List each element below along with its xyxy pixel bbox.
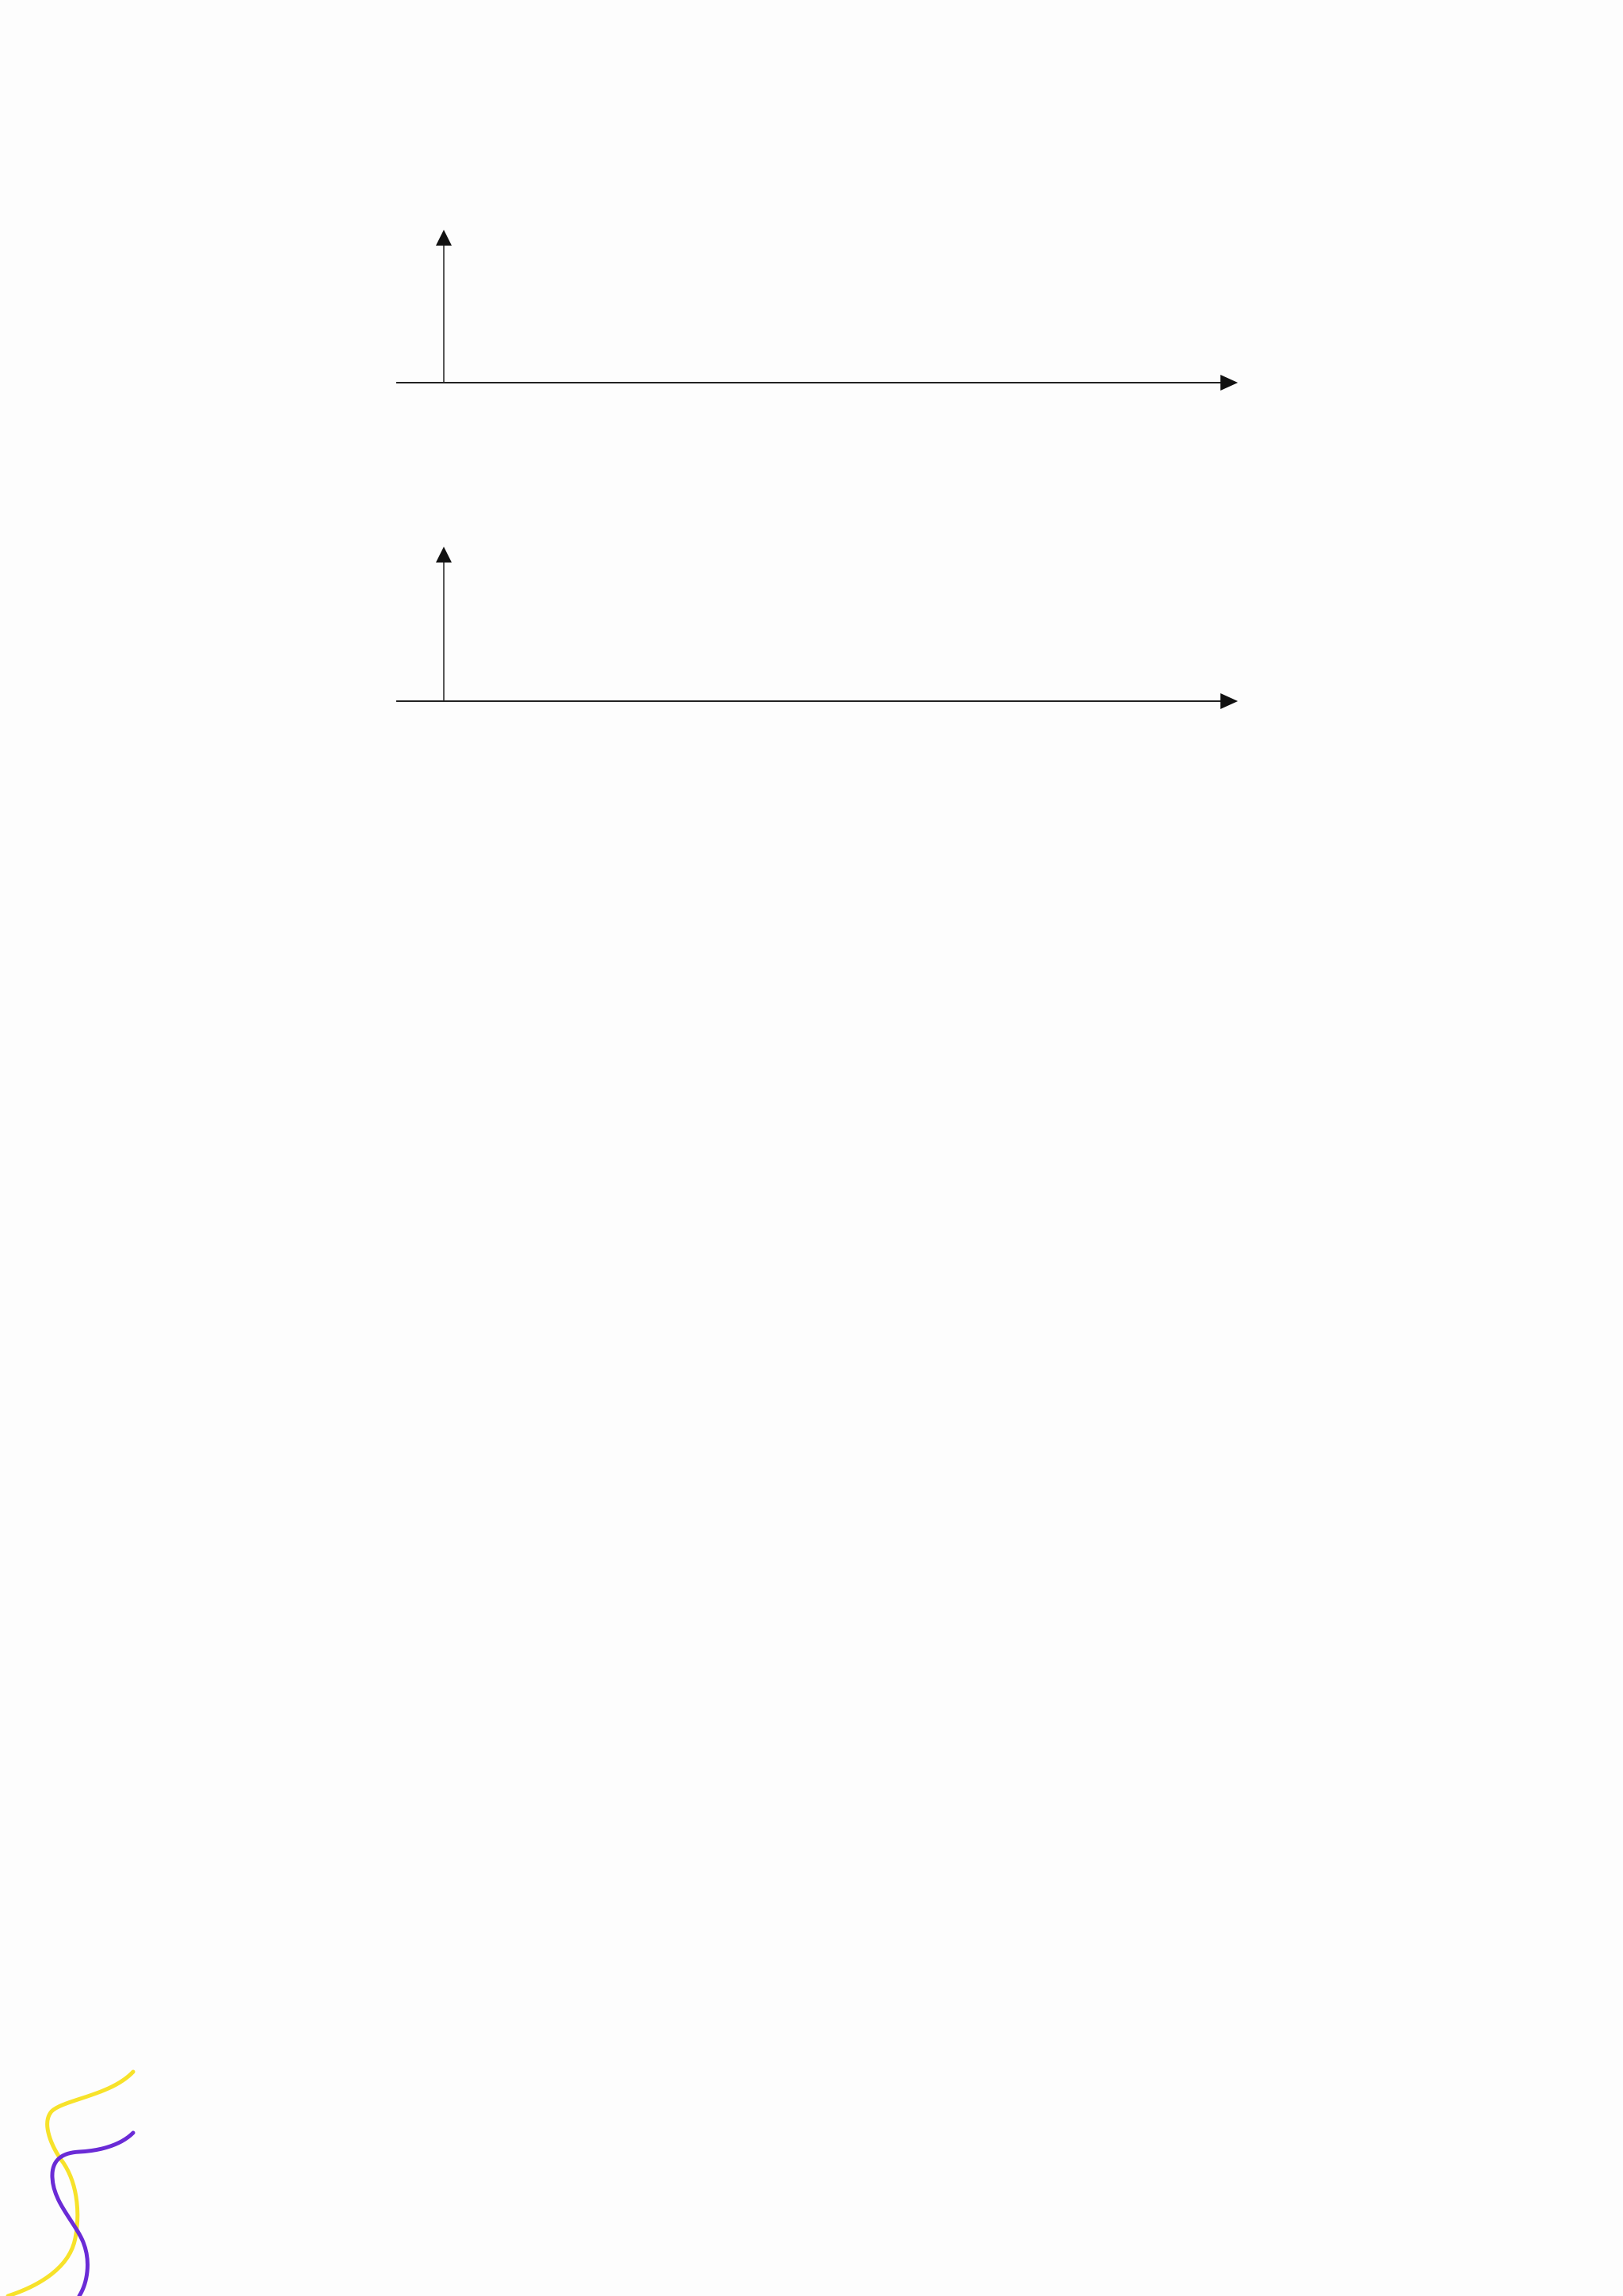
phase-amplitude-arrow-icon	[436, 230, 452, 246]
counterphase-amplitude-arrow-icon	[436, 547, 452, 563]
phase-time-arrow-icon	[1220, 375, 1238, 391]
counterphase-wave-group	[396, 547, 1238, 709]
brand-squiggle-logo	[0, 2060, 151, 2296]
logo-purple-stroke	[52, 2133, 133, 2296]
waveform-diagram	[380, 214, 1260, 864]
counterphase-time-arrow-icon	[1220, 693, 1238, 709]
logo-yellow-stroke	[8, 2072, 133, 2296]
phase-counterphase-figure	[380, 214, 1260, 864]
phase-wave-group	[396, 230, 1238, 391]
